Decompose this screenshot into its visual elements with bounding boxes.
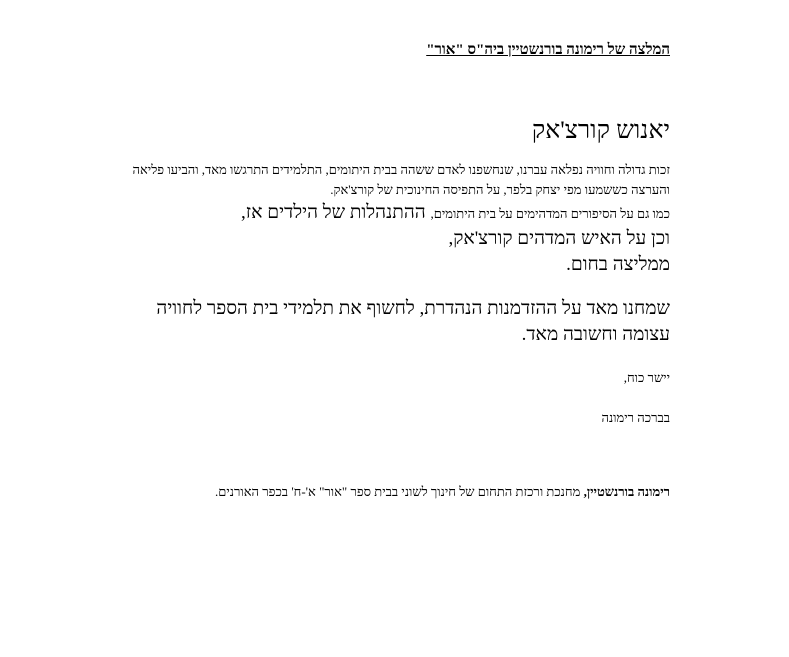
paragraph-experience: זכות גדולה וחוויה נפלאה עברנו, שנחשפנו לאדם ששהה בבית היתומים, התלמידים התרגשו מאד, והביעו פליאה והערצה כששמעו מפי יצחק בלפר, על התפיסה החינוכית של קורצ'אק. [132, 162, 670, 197]
signoff-line: בברכה רימונה [601, 410, 670, 425]
recommendation-line-1 [120, 200, 670, 226]
document-title: המלצה של רימונה בורנשטיין ביה"ס "אור" [426, 42, 670, 58]
recommendation-line-2: וכן על האיש המדהים קורצ'אק, [448, 228, 670, 249]
recommendation-small-text: כמו גם על הסיפורים המדהימים על בית היתומים, [430, 206, 670, 221]
thanks-line: יישר כוח, [623, 370, 670, 385]
signature-role: מחנכת ורכזת התחום של חינוך לשוני בבית ספר "אור" א'-ח' בכפר האורנים. [215, 484, 584, 499]
paragraph-gratitude: שמחנו מאד על ההזדמנות הנהדרת, לחשוף את תלמידי בית הספר לחוויה עצומה וחשובה מאד. [156, 298, 670, 345]
letter-document [120, 30, 670, 502]
signature-block [120, 482, 670, 502]
person-heading: יאנוש קורצ'אק [531, 117, 670, 144]
recommendation-line-3: ממליצה בחום. [566, 254, 670, 275]
paragraph-recommendation [120, 200, 670, 278]
signature-name: רימונה בורנשטיין, [583, 484, 670, 499]
recommendation-big-text: ההתנהלות של הילדים אז, [241, 202, 431, 223]
